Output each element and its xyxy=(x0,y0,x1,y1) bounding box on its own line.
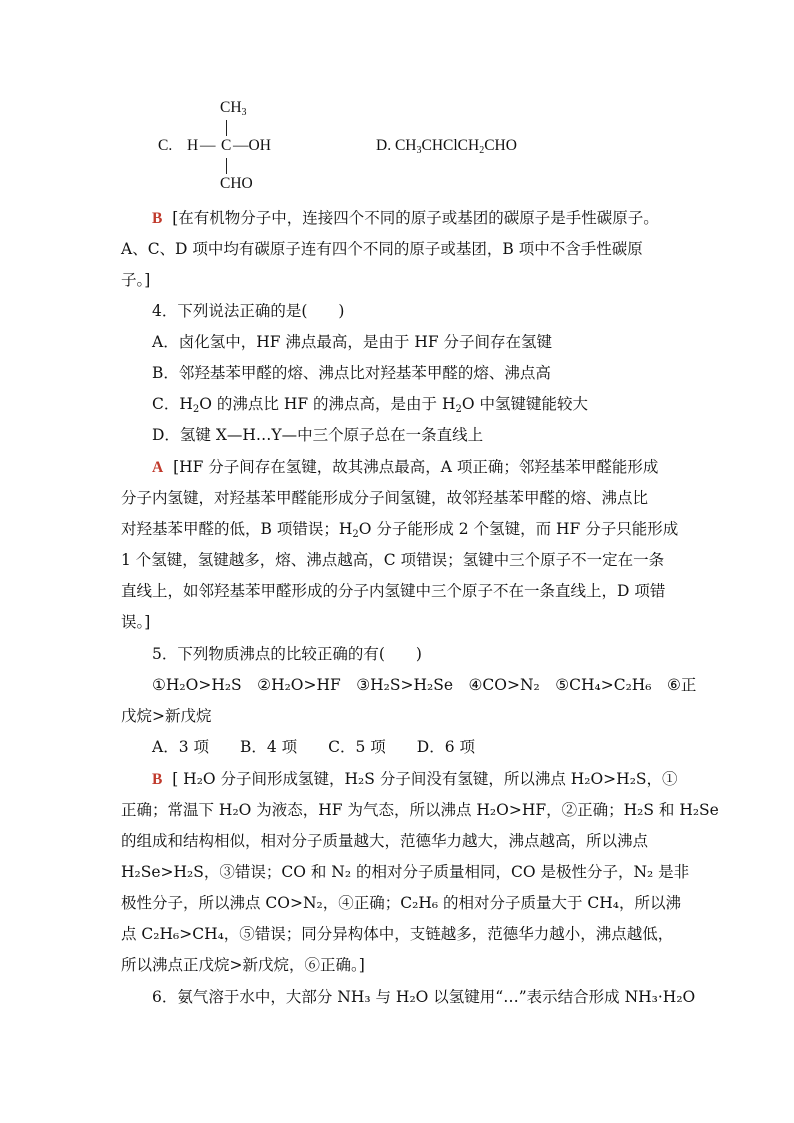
oh-group: —OH xyxy=(233,137,271,154)
q4-option-c: C．$H_2O$ 的沸点比 HF 的沸点高，是由于 $H_2O$ 中氢键键能较大 xyxy=(152,395,588,415)
q4-answer-line-6: 误。] xyxy=(121,613,151,631)
h-atom: H xyxy=(187,137,199,154)
q4-option-d: D．氢键 X—H…Y—中三个原子总在一条直线上 xyxy=(152,426,484,444)
q5-answer-line-1: B [ H₂O 分子间形成氢键，H₂S 分子间没有氢键，所以沸点 H₂O>H₂S，① xyxy=(152,770,678,788)
q5-answer-letter: B xyxy=(152,771,163,788)
option-c-label: C. xyxy=(158,137,173,154)
q4-answer-line-1: A [HF 分子间存在氢键，故其沸点最高，A 项正确；邻羟基苯甲醛能形成 xyxy=(152,458,659,476)
q4-option-b: B．邻羟基苯甲醛的熔、沸点比对羟基苯甲醛的熔、沸点高 xyxy=(152,364,551,382)
q5-items: ①H₂O>H₂S ②H₂O>HF ③H₂S>H₂Se ④CO>N₂ ⑤CH₄>C₂H₆ ⑥正 xyxy=(152,676,697,694)
q4-answer-line-2: 分子内氢键，对羟基苯甲醛能形成分子间氢键，故邻羟基苯甲醛的熔、沸点比 xyxy=(121,489,649,507)
cho-group: CHO xyxy=(220,175,253,192)
q3-answer-line-2: A、C、D 项中均有碳原子连有四个不同的原子或基团，B 项中不含手性碳原 xyxy=(121,240,643,258)
q5-answer-line-6: 点 C₂H₆>CH₄，⑤错误；同分异构体中，支链越多，范德华力越小，沸点越低， xyxy=(121,925,674,943)
q5-answer-line-4: H₂Se>H₂S，③错误；CO 和 N₂ 的相对分子质量相同，CO 是极性分子，N₂ 是非 xyxy=(121,863,690,881)
ch3-group: $CH_3$ xyxy=(220,99,247,118)
q4-option-a: A．卤化氢中，HF 沸点最高，是由于 HF 分子间存在氢键 xyxy=(152,333,553,351)
q3-answer-line-3: 子。] xyxy=(121,271,151,289)
bond-top xyxy=(226,120,227,136)
q4-answer-line-4: 1 个氢键，氢键越多，熔、沸点越高，C 项错误；氢键中三个原子不一定在一条 xyxy=(121,551,665,569)
q4-stem: 4．下列说法正确的是( ) xyxy=(152,302,345,320)
c-atom: C xyxy=(221,137,232,154)
q3-answer-letter: B xyxy=(152,210,163,227)
q5-stem: 5．下列物质沸点的比较正确的有( ) xyxy=(152,645,422,663)
q5-options: A．3 项 B．4 项 C．5 项 D．6 项 xyxy=(152,738,476,756)
q5-answer-line-5: 极性分子，所以沸点 CO>N₂，④正确；C₂H₆ 的相对分子质量大于 CH₄，所以沸 xyxy=(121,894,682,912)
bond-left: — xyxy=(200,137,216,154)
q5-answer-line-3: 的组成和结构相似，相对分子质量越大，范德华力越大，沸点越高，所以沸点 xyxy=(121,832,649,850)
q3-answer-line-1: B [在有机物分子中，连接四个不同的原子或基团的碳原子是手性碳原子。 xyxy=(152,209,659,227)
q5-answer-line-7: 所以沸点正戊烷>新戊烷，⑥正确。] xyxy=(121,956,365,974)
option-d: D. $CH_3CHClCH_2CHO$ xyxy=(376,137,517,156)
q4-answer-letter: A xyxy=(152,459,164,476)
q5-items-2: 戊烷>新戊烷 xyxy=(121,707,212,725)
q4-answer-line-3: 对羟基苯甲醛的低，B 项错误；$H_2O$ 分子能形成 2 个氢键，而 HF 分子只能形成 xyxy=(121,520,679,540)
q4-answer-line-5: 直线上，如邻羟基苯甲醛形成的分子内氢键中三个原子不在一条直线上，D 项错 xyxy=(121,582,666,600)
q6-stem: 6．氨气溶于水中，大部分 NH₃ 与 H₂O 以氢键用“…”表示结合形成 NH₃·H₂O xyxy=(152,988,696,1006)
q5-answer-line-2: 正确；常温下 H₂O 为液态，HF 为气态，所以沸点 H₂O>HF，②正确；H₂S 和 H₂Se xyxy=(121,801,719,819)
bond-bottom xyxy=(226,158,227,174)
